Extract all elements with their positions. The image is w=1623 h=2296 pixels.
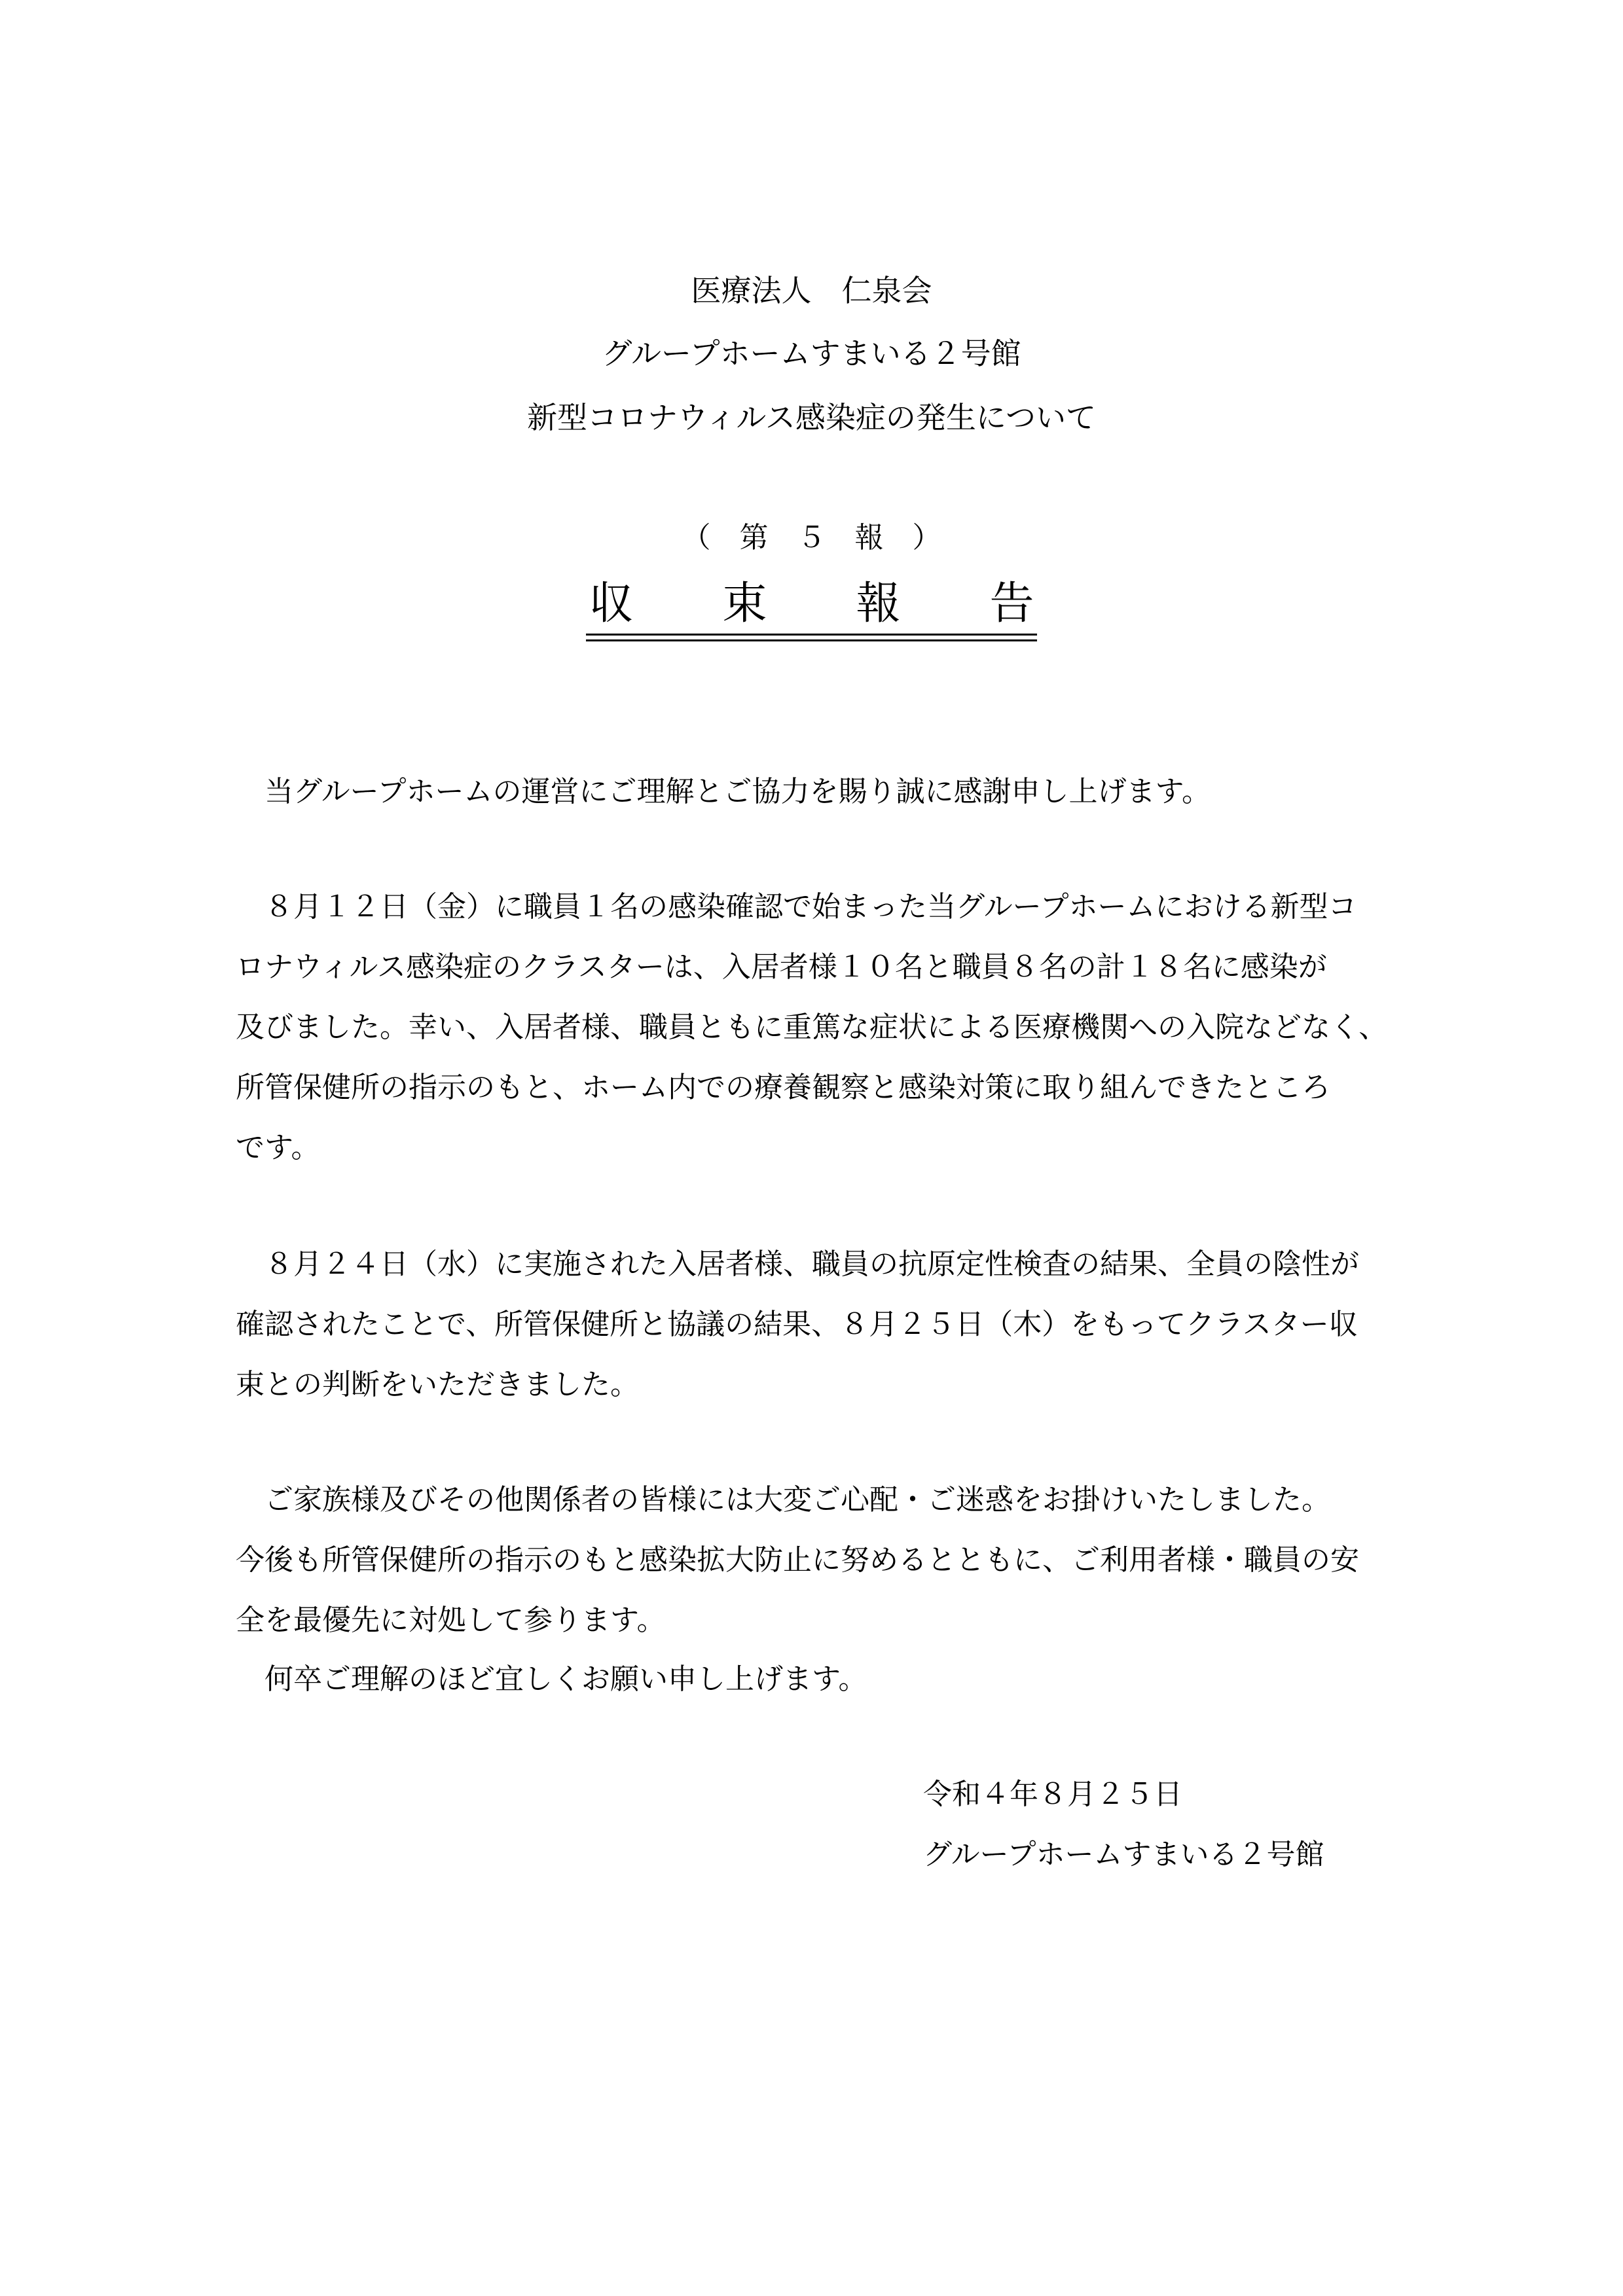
paragraph-2-line: 所管保健所の指示のもと、ホーム内での療養観察と感染対策に取り組んできたところ (236, 1071, 1330, 1104)
paragraph-2-line: 及びました。幸い、入居者様、職員ともに重篤な症状による医療機関への入院などなく、 (236, 1011, 1388, 1044)
signature-name: グループホームすまいる２号館 (923, 1838, 1324, 1871)
paragraph-3-line: 束との判断をいただきました。 (236, 1368, 639, 1401)
paragraph-1-line: 当グループホームの運営にご理解とご協力を賜り誠に感謝申し上げます。 (236, 775, 1211, 808)
report-number: （ 第 ５ 報 ） (682, 521, 941, 554)
paragraph-4-line: 全を最優先に対処して参ります。 (236, 1604, 666, 1637)
document-subject: 新型コロナウィルス感染症の発生について (527, 400, 1096, 435)
paragraph-3-line: 確認されたことで、所管保健所と協議の結果、８月２５日（木）をもってクラスター収 (236, 1308, 1358, 1341)
org-name: 医療法人 仁泉会 (691, 273, 932, 308)
paragraph-4-line: ご家族様及びその他関係者の皆様には大変ご心配・ご迷惑をお掛けいたしました。 (236, 1483, 1330, 1516)
report-title-text: 収 束 報 告 (586, 575, 1036, 636)
paragraph-2-line: ８月１２日（金）に職員１名の感染確認で始まった当グループホームにおける新型コ (236, 890, 1357, 924)
paragraph-3-line: ８月２４日（水）に実施された入居者様、職員の抗原定性検査の結果、全員の陰性が (236, 1247, 1359, 1281)
signature-date: 令和４年８月２５日 (923, 1778, 1182, 1811)
paragraph-2-line: です。 (236, 1131, 320, 1164)
facility-name: グループホームすまいる２号館 (602, 336, 1021, 371)
paragraph-2-line: ロナウィルス感染症のクラスターは、入居者様１０名と職員８名の計１８名に感染が (236, 950, 1327, 984)
report-title (0, 575, 1623, 636)
paragraph-4-line: 今後も所管保健所の指示のもと感染拡大防止に努めるとともに、ご利用者様・職員の安 (236, 1543, 1359, 1577)
paragraph-4-line: 何卒ご理解のほど宜しくお願い申し上げます。 (236, 1662, 867, 1696)
